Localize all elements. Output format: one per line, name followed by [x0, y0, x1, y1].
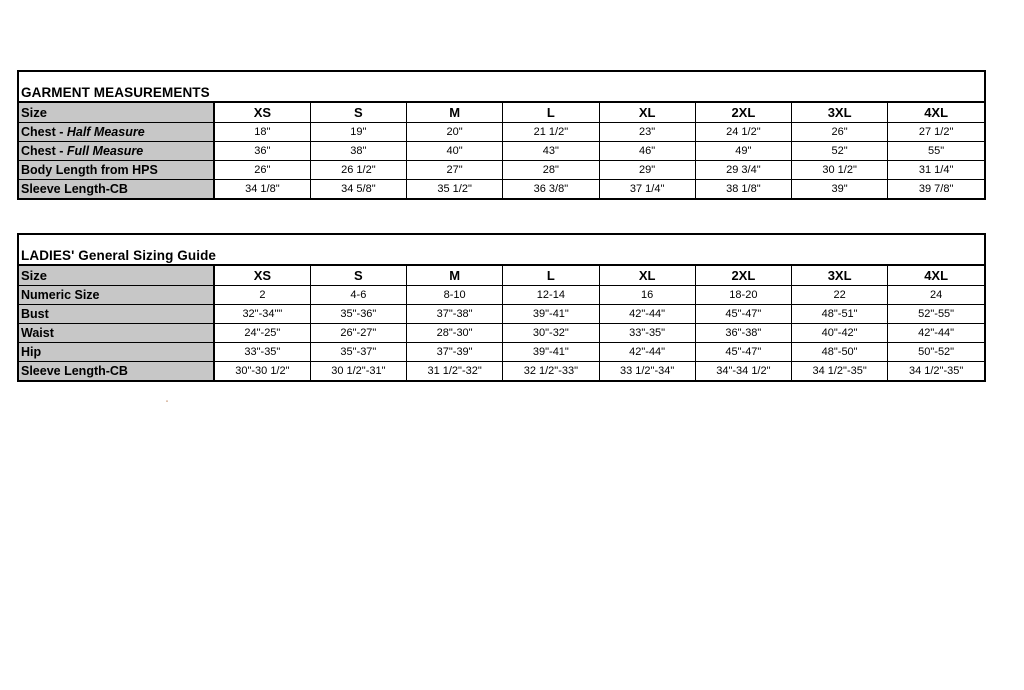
- table-cell: 26"-27": [310, 323, 406, 342]
- table-cell: 36"-38": [695, 323, 791, 342]
- table-cell: 33"-35": [599, 323, 695, 342]
- table-row: [19, 160, 984, 179]
- table-row: [19, 323, 984, 342]
- size-header-xs: XS: [214, 103, 310, 122]
- size-header-m: M: [407, 103, 503, 122]
- table-cell: 38": [310, 141, 406, 160]
- row-label: Hip: [19, 342, 214, 361]
- table-cell: 42"-44": [888, 323, 984, 342]
- size-header-l: L: [503, 103, 599, 122]
- ladies-sizing-grid: [19, 266, 984, 380]
- garment-header-label: Size: [19, 103, 214, 122]
- size-header-m: M: [407, 266, 503, 285]
- table-cell: 34 1/2"-35": [792, 361, 888, 380]
- table-cell: 19": [310, 122, 406, 141]
- row-label-prefix: Chest -: [21, 143, 67, 158]
- size-header-2xl: 2XL: [695, 266, 791, 285]
- row-label: Waist: [19, 323, 214, 342]
- table-cell: 29 3/4": [695, 160, 791, 179]
- table-cell: 34 5/8": [310, 179, 406, 198]
- table-cell: 46": [599, 141, 695, 160]
- table-cell: 39"-41": [503, 304, 599, 323]
- table-cell: 30 1/2": [792, 160, 888, 179]
- table-cell: 42"-44": [599, 342, 695, 361]
- table-cell: 45"-47": [695, 304, 791, 323]
- row-label: [19, 122, 214, 141]
- row-label: [19, 141, 214, 160]
- table-cell: 37"-38": [407, 304, 503, 323]
- table-cell: 33 1/2"-34": [599, 361, 695, 380]
- table-cell: 39 7/8": [888, 179, 984, 198]
- garment-header-row: [19, 103, 984, 122]
- stray-mark: ": [166, 401, 169, 407]
- table-cell: 36": [214, 141, 310, 160]
- table-cell: 29": [599, 160, 695, 179]
- table-cell: 27": [407, 160, 503, 179]
- table-cell: 52": [792, 141, 888, 160]
- table-cell: 32"-34"": [214, 304, 310, 323]
- table-cell: 36 3/8": [503, 179, 599, 198]
- row-label-emphasis: Half Measure: [66, 124, 145, 139]
- size-header-s: S: [310, 103, 406, 122]
- table-cell: 33"-35": [214, 342, 310, 361]
- table-cell: 24 1/2": [695, 122, 791, 141]
- table-cell: 26": [214, 160, 310, 179]
- table-cell: 18-20: [695, 285, 791, 304]
- table-cell: 34 1/8": [214, 179, 310, 198]
- garment-measurements-title: GARMENT MEASUREMENTS: [19, 72, 984, 103]
- table-cell: 38 1/8": [695, 179, 791, 198]
- row-label: Body Length from HPS: [19, 160, 214, 179]
- table-cell: 39": [792, 179, 888, 198]
- row-label: Sleeve Length-CB: [19, 179, 214, 198]
- table-row: [19, 141, 984, 160]
- size-header-4xl: 4XL: [888, 103, 984, 122]
- row-label-prefix: Chest -: [21, 124, 67, 139]
- ladies-header-row: [19, 266, 984, 285]
- table-cell: 21 1/2": [503, 122, 599, 141]
- table-cell: 39"-41": [503, 342, 599, 361]
- size-header-s: S: [310, 266, 406, 285]
- size-header-xs: XS: [214, 266, 310, 285]
- garment-measurements-table: [17, 70, 986, 200]
- size-header-3xl: 3XL: [792, 266, 888, 285]
- table-cell: 49": [695, 141, 791, 160]
- table-cell: 20": [407, 122, 503, 141]
- table-cell: 16: [599, 285, 695, 304]
- table-cell: 8-10: [407, 285, 503, 304]
- table-cell: 2: [214, 285, 310, 304]
- table-cell: 30"-32": [503, 323, 599, 342]
- table-cell: 52"-55": [888, 304, 984, 323]
- table-cell: 4-6: [310, 285, 406, 304]
- table-cell: 31 1/2"-32": [407, 361, 503, 380]
- size-header-2xl: 2XL: [695, 103, 791, 122]
- table-cell: 35"-36": [310, 304, 406, 323]
- table-cell: 40": [407, 141, 503, 160]
- ladies-sizing-title: LADIES' General Sizing Guide: [19, 235, 984, 266]
- table-cell: 35"-37": [310, 342, 406, 361]
- row-label-emphasis: Full Measure: [66, 143, 144, 158]
- row-label: Bust: [19, 304, 214, 323]
- table-cell: 30 1/2"-31": [310, 361, 406, 380]
- table-row: [19, 122, 984, 141]
- table-cell: 48"-51": [792, 304, 888, 323]
- table-cell: 31 1/4": [888, 160, 984, 179]
- table-row: [19, 361, 984, 380]
- table-cell: 30"-30 1/2": [214, 361, 310, 380]
- table-cell: 26 1/2": [310, 160, 406, 179]
- table-row: [19, 304, 984, 323]
- table-cell: 18": [214, 122, 310, 141]
- table-cell: 28": [503, 160, 599, 179]
- table-cell: 26": [792, 122, 888, 141]
- table-cell: 27 1/2": [888, 122, 984, 141]
- size-header-4xl: 4XL: [888, 266, 984, 285]
- table-cell: 37"-39": [407, 342, 503, 361]
- ladies-header-label: Size: [19, 266, 214, 285]
- table-cell: 42"-44": [599, 304, 695, 323]
- table-cell: 34"-34 1/2": [695, 361, 791, 380]
- table-cell: 55": [888, 141, 984, 160]
- table-cell: 40"-42": [792, 323, 888, 342]
- row-label: Sleeve Length-CB: [19, 361, 214, 380]
- table-cell: 45"-47": [695, 342, 791, 361]
- table-row: [19, 179, 984, 198]
- size-header-xl: XL: [599, 103, 695, 122]
- table-cell: 43": [503, 141, 599, 160]
- table-cell: 23": [599, 122, 695, 141]
- size-header-l: L: [503, 266, 599, 285]
- table-cell: 34 1/2"-35": [888, 361, 984, 380]
- table-cell: 35 1/2": [407, 179, 503, 198]
- ladies-sizing-table: [17, 233, 986, 382]
- table-cell: 12-14: [503, 285, 599, 304]
- table-cell: 24: [888, 285, 984, 304]
- size-header-xl: XL: [599, 266, 695, 285]
- table-cell: 22: [792, 285, 888, 304]
- table-cell: 37 1/4": [599, 179, 695, 198]
- garment-measurements-grid: [19, 103, 984, 198]
- table-cell: 48"-50": [792, 342, 888, 361]
- row-label: Numeric Size: [19, 285, 214, 304]
- size-header-3xl: 3XL: [792, 103, 888, 122]
- table-row: [19, 285, 984, 304]
- table-cell: 32 1/2"-33": [503, 361, 599, 380]
- table-cell: 24"-25": [214, 323, 310, 342]
- table-cell: 28"-30": [407, 323, 503, 342]
- table-row: [19, 342, 984, 361]
- table-cell: 50"-52": [888, 342, 984, 361]
